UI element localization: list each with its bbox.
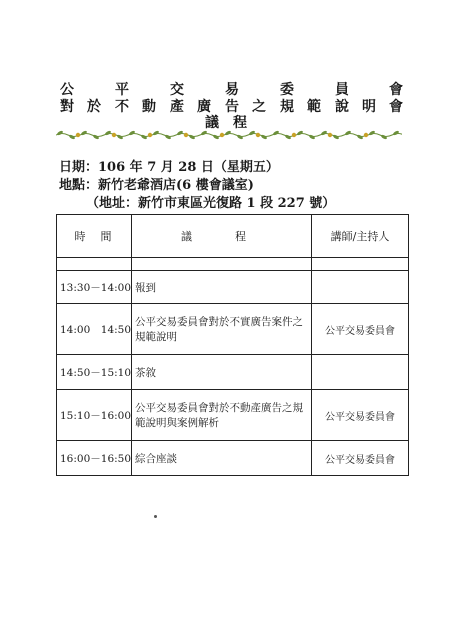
vine-leaf — [368, 130, 375, 136]
vine-leaf — [296, 130, 303, 136]
meeting-place: 地點：新竹老爺酒店(6 樓會議室) — [59, 178, 254, 193]
table-row — [57, 355, 409, 390]
title2-char: 說 — [335, 99, 349, 115]
header-host: 講師/主持人 — [312, 215, 409, 258]
title1-char: 平 — [115, 82, 129, 98]
row-time: 16:00－16:50 — [57, 441, 132, 476]
title1-char: 交 — [170, 82, 184, 98]
vine-leaf — [140, 134, 147, 140]
vine-leaf — [236, 134, 243, 140]
title2-char: 廣 — [197, 99, 211, 115]
title-agenda: 議 程 — [205, 115, 247, 131]
vine-flower — [364, 133, 368, 137]
row-agenda: 綜合座談 — [132, 441, 312, 476]
table-spacer-row — [57, 258, 409, 271]
vine-flower — [76, 133, 80, 137]
title1-char: 公 — [60, 82, 74, 98]
row-agenda: 茶敘 — [132, 355, 312, 390]
title2-char: 明 — [362, 99, 376, 115]
vine-leaf — [260, 134, 267, 140]
title2-char: 動 — [142, 99, 156, 115]
vine-leaf — [80, 130, 87, 136]
header-agenda: 議 程 — [132, 215, 312, 258]
vine-flower — [328, 133, 332, 137]
vine-leaf — [188, 134, 195, 140]
title1-char: 員 — [335, 82, 349, 98]
row-time: 13:30－14:00 — [57, 271, 132, 304]
scan-speck — [154, 515, 157, 518]
row-agenda: 報到 — [132, 271, 312, 304]
row-host: 公平交易委員會 — [312, 441, 409, 476]
row-host: 公平交易委員會 — [312, 304, 409, 355]
vine-flower — [220, 133, 224, 137]
agenda-table — [56, 214, 409, 476]
row-time: 14:50－15:10 — [57, 355, 132, 390]
vine-leaf — [392, 130, 399, 136]
vine-leaf — [200, 130, 207, 136]
vine-leaf — [344, 130, 351, 136]
row-host: 公平交易委員會 — [312, 390, 409, 441]
table-row — [57, 390, 409, 441]
row-host — [312, 271, 409, 304]
table-row — [57, 271, 409, 304]
title2-char: 於 — [87, 99, 101, 115]
vine-leaf — [92, 134, 99, 140]
vine-flower — [184, 133, 188, 137]
title1-char: 委 — [280, 82, 294, 98]
vine-leaf — [224, 130, 231, 136]
table-header-row — [57, 215, 409, 258]
vine-leaf — [56, 130, 63, 136]
vine-leaf — [320, 130, 327, 136]
row-agenda: 公平交易委員會對於不動產廣告之規範說明與案例解析 — [132, 390, 312, 441]
vine-leaf — [356, 134, 363, 140]
vine-leaf — [128, 130, 135, 136]
vine-flower — [256, 133, 260, 137]
row-host — [312, 355, 409, 390]
vine-leaf — [116, 134, 123, 140]
title2-char: 會 — [389, 99, 403, 115]
title2-char: 範 — [307, 99, 321, 115]
meeting-date: 日期：106 年 7 月 28 日（星期五） — [59, 160, 279, 175]
title2-char: 產 — [170, 99, 184, 115]
header-time: 時 間 — [57, 215, 132, 258]
vine-flower — [148, 133, 152, 137]
row-agenda: 公平交易委員會對於不實廣告案件之規範說明 — [132, 304, 312, 355]
vine-leaf — [248, 130, 255, 136]
vine-leaf — [308, 134, 315, 140]
vine-flower — [292, 133, 296, 137]
meeting-address: （地址：新竹市東區光復路 1 段 227 號） — [86, 196, 336, 211]
title1-char: 易 — [225, 82, 239, 98]
row-time: 15:10－16:00 — [57, 390, 132, 441]
title2-char: 之 — [252, 99, 266, 115]
row-time: 14:00 14:50 — [57, 304, 132, 355]
vine-leaf — [284, 134, 291, 140]
title2-char: 不 — [115, 99, 129, 115]
vine-leaf — [176, 130, 183, 136]
table-row — [57, 304, 409, 355]
vine-leaf — [212, 134, 219, 140]
vine-leaf — [104, 130, 111, 136]
vine-flower — [112, 133, 116, 137]
title2-char: 規 — [280, 99, 294, 115]
title2-char: 告 — [225, 99, 239, 115]
vine-leaf — [68, 134, 75, 140]
vine-leaf — [272, 130, 279, 136]
vine-leaf — [380, 134, 387, 140]
title2-char: 對 — [60, 99, 74, 115]
title1-char: 會 — [389, 82, 403, 98]
vine-leaf — [164, 134, 171, 140]
vine-leaf — [332, 134, 339, 140]
decorative-vine-divider — [56, 129, 402, 141]
table-row — [57, 441, 409, 476]
vine-leaf — [152, 130, 159, 136]
